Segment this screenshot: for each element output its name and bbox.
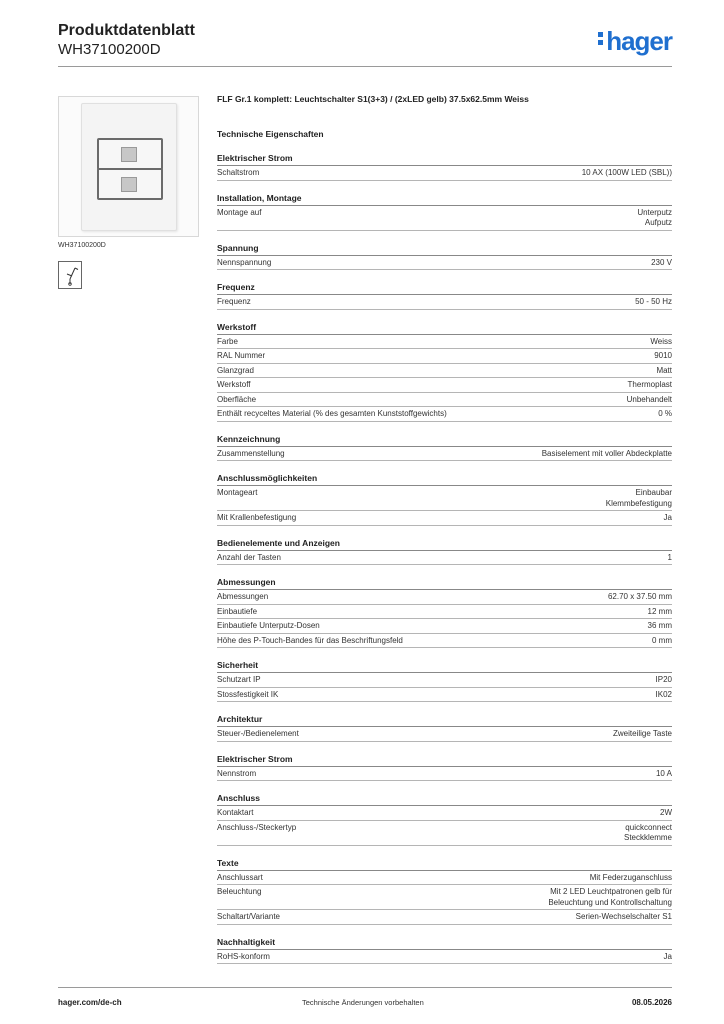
- property-section: [217, 577, 672, 648]
- property-label: Schaltstrom: [217, 168, 260, 177]
- property-row: [217, 673, 672, 688]
- footer-website[interactable]: hager.com/de-ch: [58, 998, 122, 1007]
- article-number: WH37100200D: [58, 41, 161, 58]
- switch-symbol-icon: [58, 261, 82, 289]
- property-value: [624, 823, 672, 844]
- property-value: [656, 366, 672, 377]
- property-value: [656, 769, 672, 780]
- property-label: Schaltart/Variante: [217, 912, 280, 921]
- led-window-icon: [121, 177, 137, 192]
- product-title: FLF Gr.1 komplett: Leuchtschalter S1(3+3) / (2xLED gelb) 37.5x62.5mm Weiss: [217, 94, 529, 104]
- property-label: Werkstoff: [217, 380, 251, 389]
- property-value-line: Serien-Wechselschalter S1: [575, 912, 672, 921]
- property-label: Farbe: [217, 336, 238, 346]
- product-image: [58, 96, 199, 237]
- property-value-line: Zweiteilige Taste: [613, 729, 672, 738]
- property-value: [660, 808, 672, 819]
- property-value-line: Aufputz: [644, 218, 672, 227]
- property-value-line: Steckklemme: [623, 833, 672, 842]
- section-title: Frequenz: [217, 282, 672, 295]
- section-title: Bedienelemente und Anzeigen: [217, 538, 672, 551]
- switch-plate: [81, 103, 177, 231]
- property-section: [217, 754, 672, 782]
- property-label: RoHS-konform: [217, 951, 270, 961]
- property-section: [217, 714, 672, 742]
- section-title: Abmessungen: [217, 577, 672, 590]
- property-value-line: 10 AX (100W LED (SBL)): [581, 168, 672, 177]
- property-value: [613, 729, 672, 740]
- rocker-top: [97, 138, 163, 170]
- property-sections: [217, 153, 672, 964]
- property-label: Anschluss-/Steckertyp: [217, 822, 297, 832]
- section-title: Nachhaltigkeit: [217, 937, 672, 950]
- header-divider: [58, 66, 672, 67]
- property-value-line: Ja: [663, 513, 672, 522]
- property-value: [635, 297, 672, 308]
- property-row: [217, 378, 672, 393]
- property-value-line: Beleuchtung und Kontrollschaltung: [548, 897, 672, 907]
- property-value-line: Klemmbefestigung: [605, 498, 672, 508]
- property-row: [217, 910, 672, 925]
- property-label: Kontaktart: [217, 808, 254, 817]
- section-title: Spannung: [217, 243, 672, 256]
- property-row: [217, 295, 672, 310]
- footer-notice: Technische Änderungen vorbehalten: [302, 998, 424, 1007]
- logo-text: hager: [606, 26, 672, 56]
- property-label: Mit Krallenbefestigung: [217, 513, 297, 522]
- property-label: Einbautiefe Unterputz-Dosen: [217, 621, 320, 630]
- property-label: Schutzart IP: [217, 675, 261, 684]
- property-value: [648, 621, 672, 632]
- property-value: [650, 337, 672, 348]
- property-label: Stossfestigkeit IK: [217, 689, 279, 699]
- property-row: [217, 364, 672, 379]
- property-row: [217, 950, 672, 965]
- property-label: Oberfläche: [217, 394, 257, 404]
- property-row: [217, 256, 672, 271]
- property-label: Steuer-/Bedienelement: [217, 729, 299, 738]
- property-value: [648, 607, 672, 618]
- property-label: Enthält recyceltes Material (% des gesamten Kunststoffgewichts): [217, 409, 447, 418]
- property-value: [664, 952, 672, 963]
- footer-divider: [58, 987, 672, 988]
- property-value: [654, 351, 672, 362]
- property-value: [576, 912, 672, 923]
- property-section: [217, 473, 672, 526]
- property-label: Anzahl der Tasten: [217, 552, 281, 562]
- section-title: Kennzeichnung: [217, 434, 672, 447]
- footer-date: 08.05.2026: [631, 998, 672, 1007]
- tech-properties-title: Technische Eigenschaften: [217, 129, 324, 139]
- property-value: [651, 258, 672, 269]
- property-value: [668, 553, 672, 564]
- rocker-bottom: [97, 168, 163, 200]
- property-value: [637, 208, 672, 229]
- property-row: [217, 393, 672, 408]
- property-value: [590, 873, 672, 884]
- property-row: [217, 767, 672, 782]
- property-row: [217, 206, 672, 231]
- property-row: [217, 590, 672, 605]
- image-caption: WH37100200D: [58, 242, 106, 249]
- section-title: Installation, Montage: [217, 193, 672, 206]
- property-value-line: Unterputz: [637, 207, 672, 217]
- property-row: [217, 619, 672, 634]
- property-section: [217, 243, 672, 271]
- property-value: [652, 636, 672, 647]
- property-value-line: 230 V: [651, 257, 672, 267]
- page-title: Produktdatenblatt: [58, 22, 195, 39]
- property-value: [582, 168, 672, 179]
- property-value-line: IP20: [655, 675, 672, 684]
- property-row: [217, 511, 672, 526]
- property-row: [217, 871, 672, 886]
- property-value: [664, 513, 672, 524]
- property-value-line: Matt: [656, 365, 672, 375]
- property-label: RAL Nummer: [217, 351, 266, 360]
- property-value: [542, 449, 672, 460]
- property-value-line: Mit Federzuganschluss: [589, 872, 672, 882]
- property-section: [217, 660, 672, 702]
- property-value-line: Basiselement mit voller Abdeckplatte: [541, 448, 672, 458]
- logo-dots-icon: [598, 29, 604, 48]
- section-title: Anschlussmöglichkeiten: [217, 473, 672, 486]
- property-row: [217, 335, 672, 350]
- property-value-line: 0 %: [658, 409, 672, 418]
- property-row: [217, 806, 672, 821]
- property-value-line: 50 - 50 Hz: [635, 297, 672, 306]
- property-section: [217, 282, 672, 310]
- property-row: [217, 885, 672, 910]
- section-title: Elektrischer Strom: [217, 153, 672, 166]
- section-title: Anschluss: [217, 793, 672, 806]
- property-value: [658, 409, 672, 420]
- section-title: Architektur: [217, 714, 672, 727]
- property-label: Anschlussart: [217, 872, 263, 882]
- property-value: [656, 675, 672, 686]
- property-label: Nennspannung: [217, 257, 272, 267]
- property-value-line: Einbaubar: [635, 488, 672, 497]
- hager-logo: [598, 26, 672, 56]
- property-value-line: 9010: [654, 351, 672, 360]
- property-row: [217, 821, 672, 846]
- property-value: [627, 395, 672, 406]
- property-label: Höhe des P-Touch-Bandes für das Beschriftungsfeld: [217, 635, 403, 645]
- property-value-line: Weiss: [650, 336, 672, 346]
- section-title: Sicherheit: [217, 660, 672, 673]
- property-row: [217, 447, 672, 462]
- property-value: [656, 690, 672, 701]
- property-value: [548, 887, 672, 908]
- property-label: Abmessungen: [217, 592, 269, 601]
- property-section: [217, 153, 672, 181]
- datasheet-content: [217, 94, 672, 964]
- property-value-line: Mit 2 LED Leuchtpatronen gelb für: [550, 887, 672, 896]
- property-row: [217, 727, 672, 742]
- property-section: [217, 937, 672, 965]
- property-label: Montage auf: [217, 207, 262, 217]
- property-value: [628, 380, 672, 391]
- property-value: [606, 488, 672, 509]
- property-value: [608, 592, 672, 603]
- page-header: [58, 22, 195, 59]
- property-value-line: quickconnect: [625, 822, 672, 832]
- property-section: [217, 538, 672, 566]
- property-label: Beleuchtung: [217, 887, 262, 896]
- section-title: Elektrischer Strom: [217, 754, 672, 767]
- property-value-line: 0 mm: [652, 635, 672, 645]
- property-value-line: 36 mm: [647, 621, 672, 630]
- property-section: [217, 322, 672, 422]
- property-value-line: 12 mm: [647, 606, 672, 616]
- property-row: [217, 605, 672, 620]
- switch-symbol-svg: [59, 262, 81, 288]
- property-label: Frequenz: [217, 297, 251, 306]
- property-label: Glanzgrad: [217, 365, 254, 375]
- property-row: [217, 407, 672, 422]
- section-title: Texte: [217, 858, 672, 871]
- property-value-line: Thermoplast: [627, 380, 672, 389]
- property-label: Montageart: [217, 488, 258, 497]
- property-value-line: 62.70 x 37.50 mm: [607, 592, 672, 601]
- property-row: [217, 634, 672, 649]
- property-value-line: 1: [667, 552, 672, 562]
- property-section: [217, 193, 672, 231]
- property-row: [217, 166, 672, 181]
- property-row: [217, 551, 672, 566]
- property-section: [217, 793, 672, 846]
- property-value-line: 10 A: [655, 768, 672, 778]
- property-label: Zusammenstellung: [217, 448, 285, 458]
- section-title: Werkstoff: [217, 322, 672, 335]
- property-label: Einbautiefe: [217, 606, 258, 616]
- property-row: [217, 688, 672, 703]
- property-value-line: Unbehandelt: [626, 394, 672, 404]
- property-value-line: 2W: [660, 808, 672, 817]
- property-section: [217, 858, 672, 925]
- property-section: [217, 434, 672, 462]
- property-value-line: Ja: [663, 951, 672, 961]
- property-value-line: IK02: [655, 689, 672, 699]
- led-window-icon: [121, 147, 137, 162]
- property-label: Nennstrom: [217, 768, 257, 778]
- property-row: [217, 349, 672, 364]
- property-row: [217, 486, 672, 511]
